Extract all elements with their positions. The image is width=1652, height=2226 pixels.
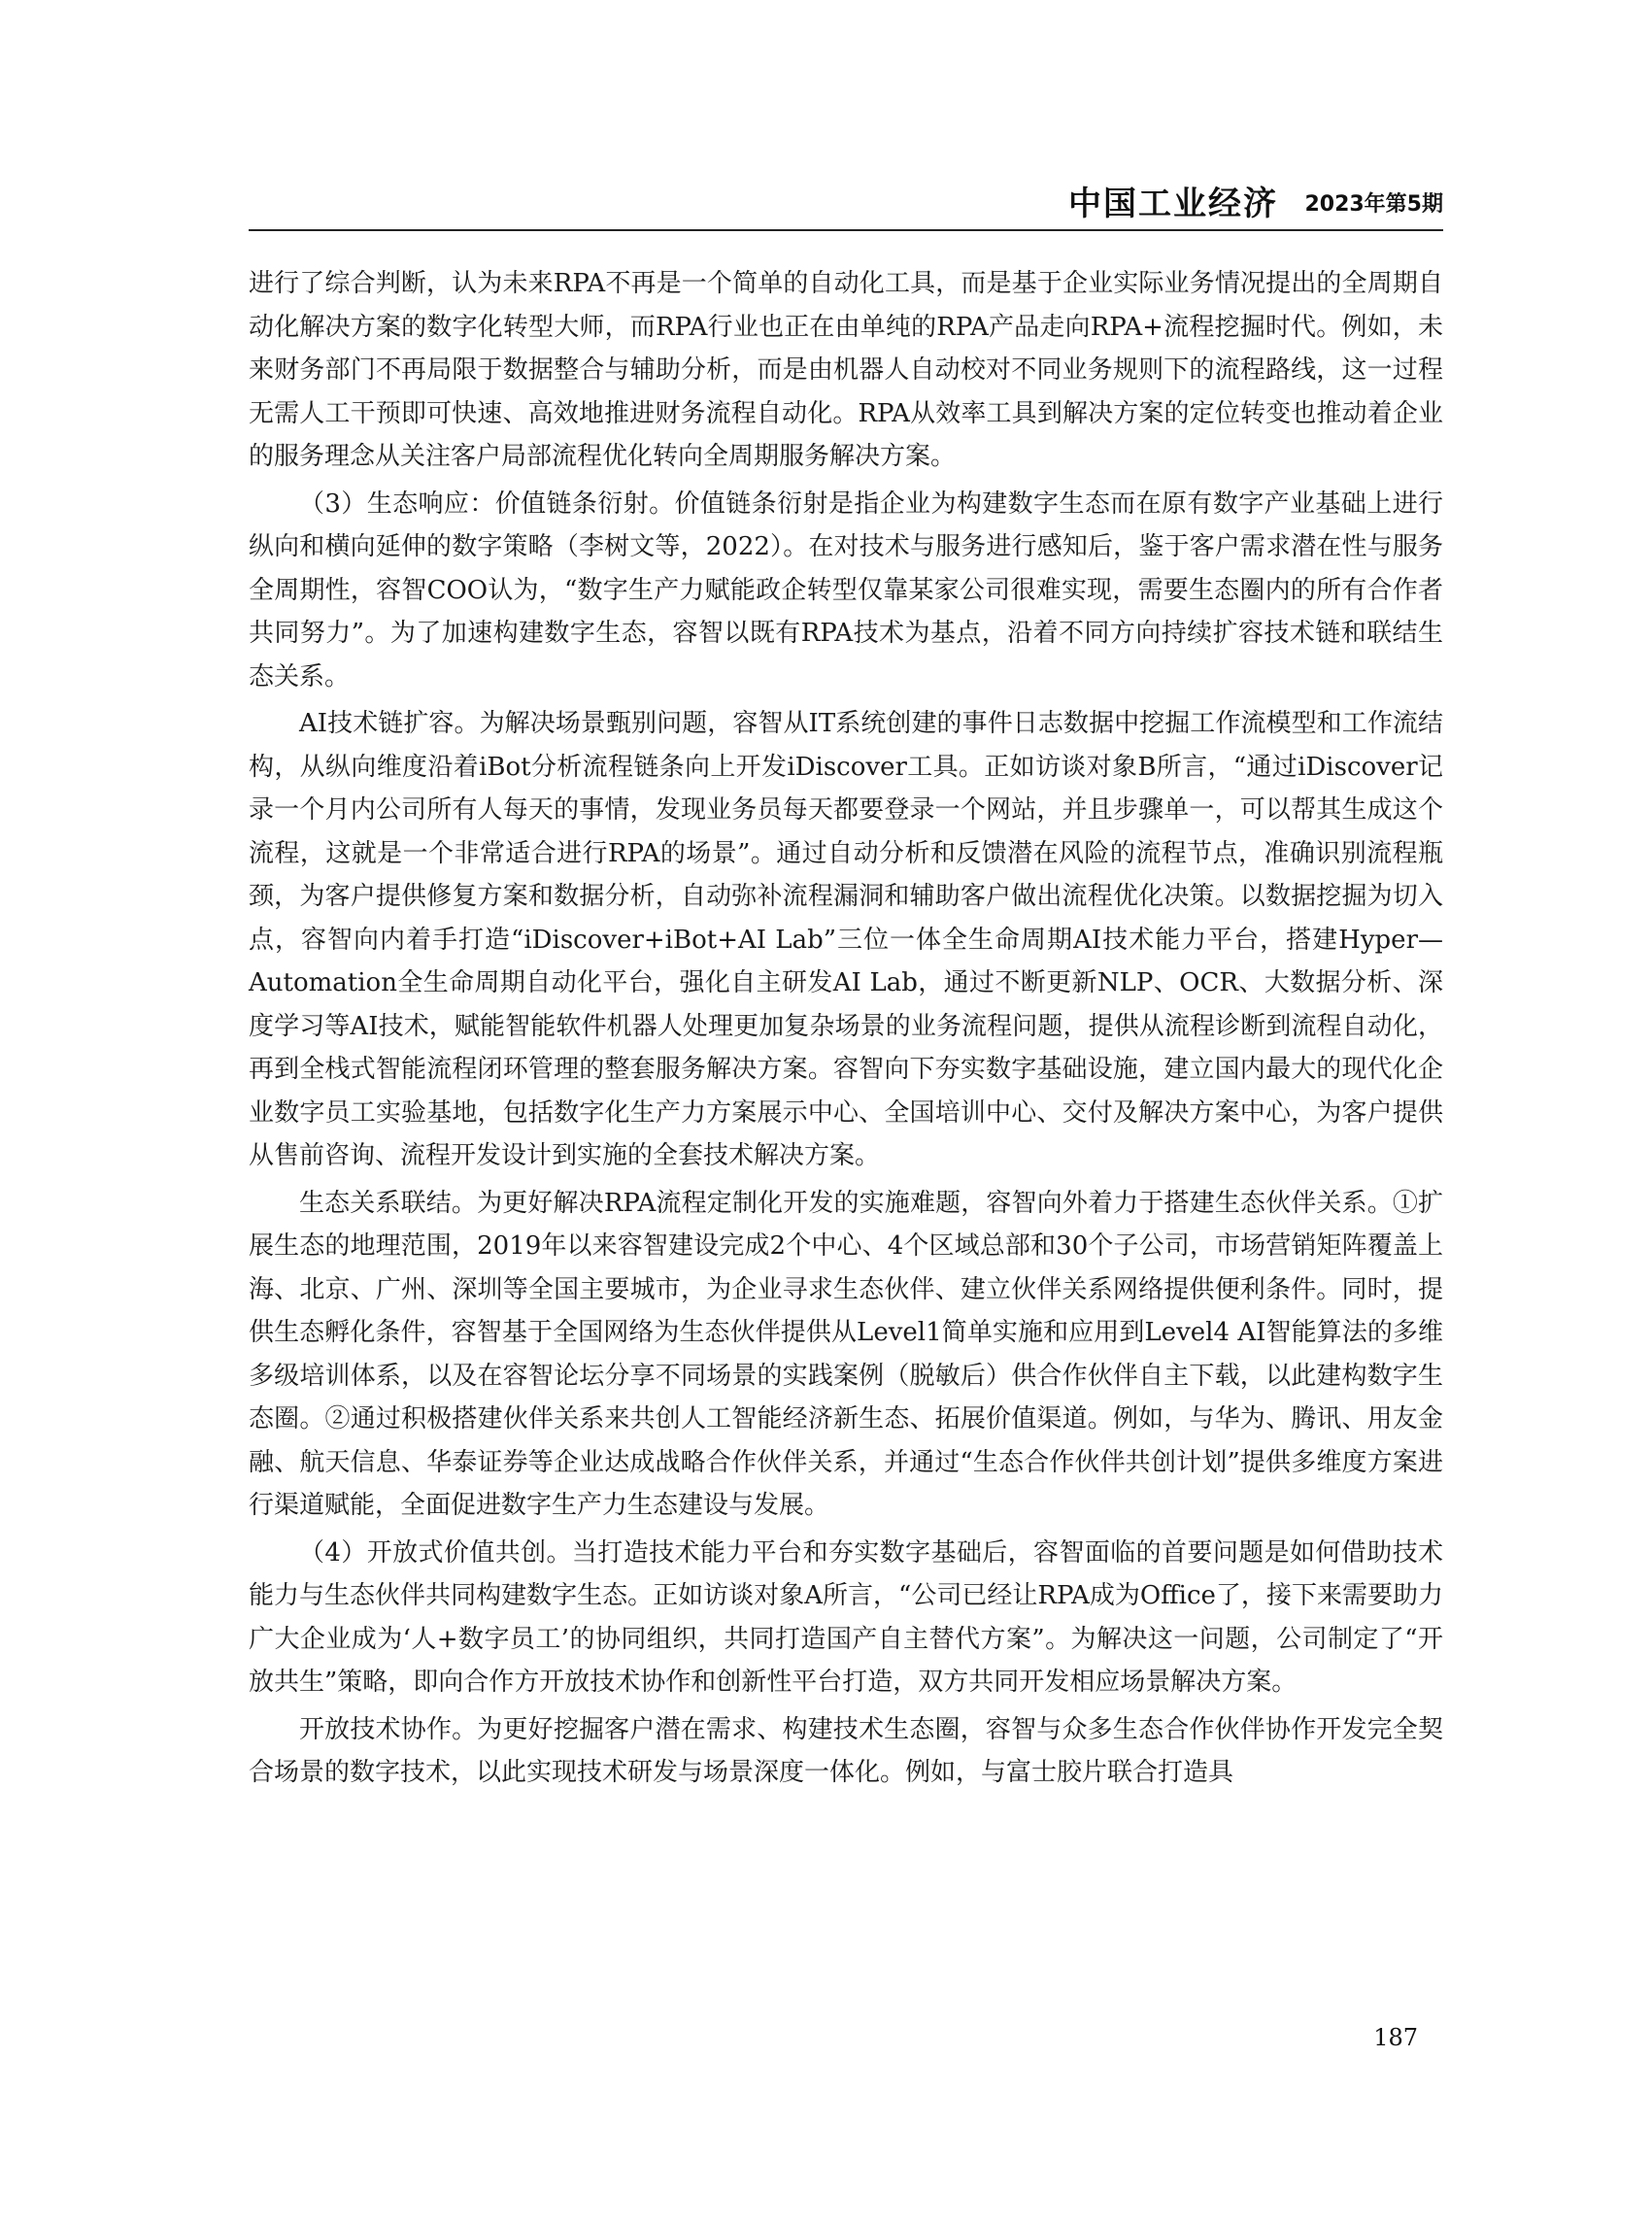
journal-title: 中国工业经济 [1068,185,1278,223]
paragraph-open-tech-collab: 开放技术协作。为更好挖掘客户潜在需求、构建技术生态圈，容智与众多生态合作伙伴协作开发完全契合场景的数字技术，以此实现技术研发与场景深度一体化。例如，与富士胶片联合打造具 [249,1714,1443,1787]
paragraph-ecological-response: （3）生态响应：价值链条衍射。价值链条衍射是指企业为构建数字生态而在原有数字产业基础上进行纵向和横向延伸的数字策略（李树文等，2022）。在对技术与服务进行感知后，鉴于客户需求潜在性与服务全周期性，容智COO认为，“数字生产力赋能政企转型仅靠某家公司很难实现，需要生态圈内的所有合作者共同努力”。为了加速构建数字生态，容智以既有RPA技术为基点，沿着不同方向持续扩容技术链和联结生态关系。 [249,489,1443,691]
paragraph-open-value-cocreation: （4）开放式价值共创。当打造技术能力平台和夯实数字基础后，容智面临的首要问题是如何借助技术能力与生态伙伴共同构建数字生态。正如访谈对象A所言，“公司已经让RPA成为Office了，接下来需要助力广大企业成为‘人+数字员工’的协同组织，共同打造国产自主替代方案”。为解决这一问题，公司制定了“开放共生”策略，即向合作方开放技术协作和创新性平台打造，双方共同开发相应场景解决方案。 [249,1537,1443,1697]
paragraph-ai-tech-chain: AI技术链扩容。为解决场景甄别问题，容智从IT系统创建的事件日志数据中挖掘工作流模型和工作流结构，从纵向维度沿着iBot分析流程链条向上开发iDiscover工具。正如访谈对象B所言，“通过iDiscover记录一个月内公司所有人每天的事情，发现业务员每天都要登录一个网站，并且步骤单一，可以帮其生成这个流程，这就是一个非常适合进行RPA的场景”。通过自动分析和反馈潜在风险的流程节点，准确识别流程瓶颈，为客户提供修复方案和数据分析，自动弥补流程漏洞和辅助客户做出流程优化决策。以数据挖掘为切入点，容智向内着手打造“iDiscover+iBot+AI Lab”三位一体全生命周期AI技术能力平台，搭建Hyper—Automation全生命周期自动化平台，强化自主研发AI Lab，通过不断更新NLP、OCR、大数据分析、深度学习等AI技术，赋能智能软件机器人处理更加复杂场景的业务流程问题，提供从流程诊断到流程自动化，再到全栈式智能流程闭环管理的整套服务解决方案。容智向下夯实数字基础设施，建立国内最大的现代化企业数字员工实验基地，包括数字化生产力方案展示中心、全国培训中心、交付及解决方案中心，为客户提供从售前咨询、流程开发设计到实施的全套技术解决方案。 [249,709,1443,1170]
paragraph-continuation: 进行了综合判断，认为未来RPA不再是一个简单的自动化工具，而是基于企业实际业务情况提出的全周期自动化解决方案的数字化转型大师，而RPA行业也正在由单纯的RPA产品走向RPA+流程挖掘时代。例如，未来财务部门不再局限于数据整合与辅助分析，而是由机器人自动校对不同业务规则下的流程路线，这一过程无需人工干预即可快速、高效地推进财务流程自动化。RPA从效率工具到解决方案的定位转变也推动着企业的服务理念从关注客户局部流程优化转向全周期服务解决方案。 [249,269,1443,471]
page-header [249,185,1443,231]
article-body [249,262,1443,1799]
paragraph-ecosystem-links: 生态关系联结。为更好解决RPA流程定制化开发的实施难题，容智向外着力于搭建生态伙伴关系。①扩展生态的地理范围，2019年以来容智建设完成2个中心、4个区域总部和30个子公司，市场营销矩阵覆盖上海、北京、广州、深圳等全国主要城市，为企业寻求生态伙伴、建立伙伴关系网络提供便利条件。同时，提供生态孵化条件，容智基于全国网络为生态伙伴提供从Level1简单实施和应用到Level4 AI智能算法的多维多级培训体系，以及在容智论坛分享不同场景的实践案例（脱敏后）供合作伙伴自主下载，以此建构数字生态圈。②通过积极搭建伙伴关系来共创人工智能经济新生态、拓展价值渠道。例如，与华为、腾讯、用友金融、航天信息、华泰证券等企业达成战略合作伙伴关系，并通过“生态合作伙伴共创计划”提供多维度方案进行渠道赋能，全面促进数字生产力生态建设与发展。 [249,1188,1443,1520]
issue-info: 2023年第5期 [1304,192,1443,217]
page-number: 187 [1373,2024,1418,2051]
